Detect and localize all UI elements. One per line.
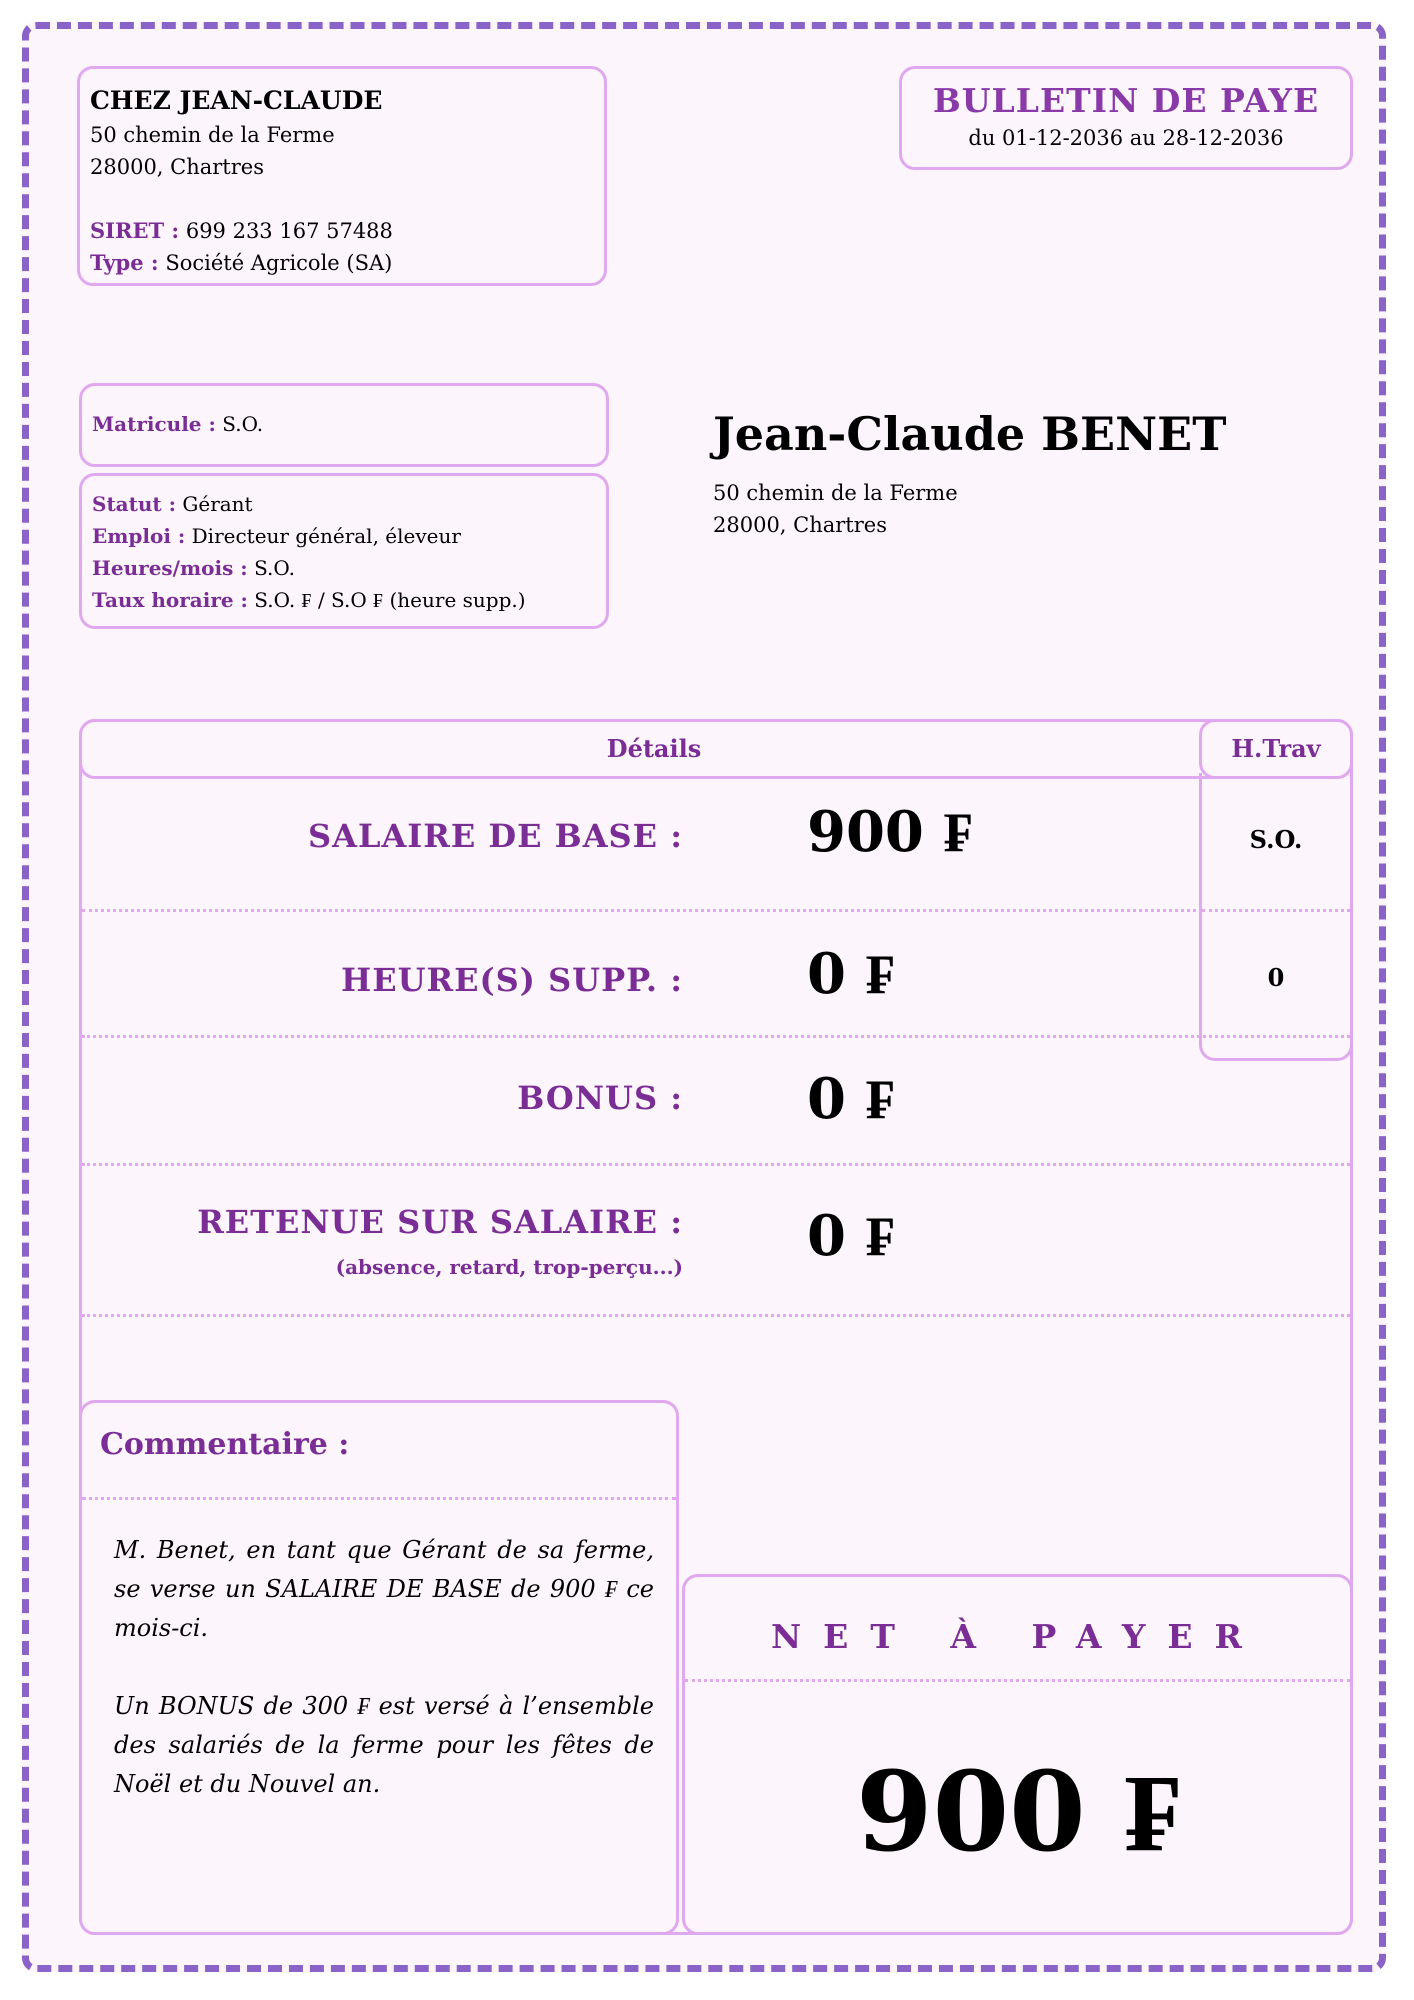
siret-value: 699 233 167 57488 [185, 219, 393, 243]
row-separator [82, 1035, 1350, 1038]
comment-paragraph-2: Un BONUS de 300 ₣ est versé à l’ensemble des salariés de la ferme pour les fêtes de Noël et du Nouvel an. [114, 1692, 654, 1798]
bulletin-title-box [899, 66, 1353, 170]
net-to-pay-amount: 900 ₣ [856, 1747, 1179, 1876]
heures-value: S.O. [254, 556, 295, 580]
salaire-base-value: 900 ₣ [807, 799, 972, 865]
employer-address-line1: 50 chemin de la Ferme [90, 123, 335, 147]
type-line [90, 247, 594, 279]
matricule-box [79, 383, 609, 467]
payslip-page [22, 22, 1386, 1972]
employer-name: CHEZ JEAN-CLAUDE [90, 86, 383, 115]
bulletin-period: du 01-12-2036 au 28-12-2036 [968, 126, 1284, 150]
row-separator [82, 1314, 1350, 1317]
siret-label: SIRET : [90, 218, 180, 243]
heures-supp-label: HEURE(S) SUPP. : [341, 961, 683, 999]
salaire-base-label: SALAIRE DE BASE : [308, 817, 683, 855]
net-to-pay-box [682, 1574, 1353, 1935]
row-separator [82, 909, 1203, 912]
statut-label: Statut : [92, 492, 177, 516]
siret-line [90, 215, 594, 247]
emploi-line [92, 520, 596, 552]
emploi-value: Directeur général, éleveur [191, 524, 461, 548]
heures-label: Heures/mois : [92, 556, 248, 580]
matricule-value: S.O. [222, 412, 264, 436]
retenue-value: 0 ₣ [807, 1203, 894, 1269]
statut-line [92, 488, 596, 520]
net-separator [685, 1679, 1350, 1682]
bonus-value: 0 ₣ [807, 1066, 894, 1132]
type-value: Société Agricole (SA) [165, 251, 393, 275]
bulletin-title: BULLETIN DE PAYE [932, 81, 1320, 120]
employee-address-line1: 50 chemin de la Ferme [713, 481, 958, 505]
heures-supp-value: 0 ₣ [807, 941, 894, 1007]
statut-value: Gérant [182, 492, 253, 516]
net-to-pay-title: NET À PAYER [771, 1617, 1264, 1656]
employee-address-line2: 28000, Chartres [713, 513, 887, 537]
row-separator [82, 1163, 1350, 1166]
htrav-separator [1202, 909, 1350, 912]
salaire-base-htrav: S.O. [1249, 825, 1303, 854]
taux-label: Taux horaire : [92, 588, 248, 612]
employer-address-line2: 28000, Chartres [90, 155, 264, 179]
comment-title: Commentaire : [100, 1427, 350, 1462]
employee-status-box [79, 473, 609, 629]
htrav-header: H.Trav [1199, 719, 1353, 779]
htrav-column [1199, 773, 1353, 1061]
taux-line [92, 584, 596, 616]
details-header: Détails [79, 719, 1229, 779]
employee-name: Jean-Claude BENET [713, 407, 1227, 461]
emploi-label: Emploi : [92, 524, 186, 548]
matricule-label: Matricule : [92, 412, 216, 436]
retenue-sublabel: (absence, retard, trop-perçu...) [335, 1255, 683, 1279]
taux-value: S.O. ₣ / S.O ₣ (heure supp.) [254, 588, 526, 612]
bonus-label: BONUS : [517, 1079, 683, 1117]
comment-separator [82, 1497, 676, 1500]
type-label: Type : [90, 250, 159, 275]
comment-box [79, 1400, 679, 1935]
heures-line [92, 552, 596, 584]
heures-supp-htrav: 0 [1267, 963, 1285, 992]
comment-text [114, 1531, 654, 1843]
employer-info-box [77, 66, 607, 286]
comment-paragraph-1: M. Benet, en tant que Gérant de sa ferme, se verse un SALAIRE DE BASE de 900 ₣ ce mois-ci. [114, 1536, 654, 1642]
retenue-label: RETENUE SUR SALAIRE : [197, 1203, 683, 1241]
